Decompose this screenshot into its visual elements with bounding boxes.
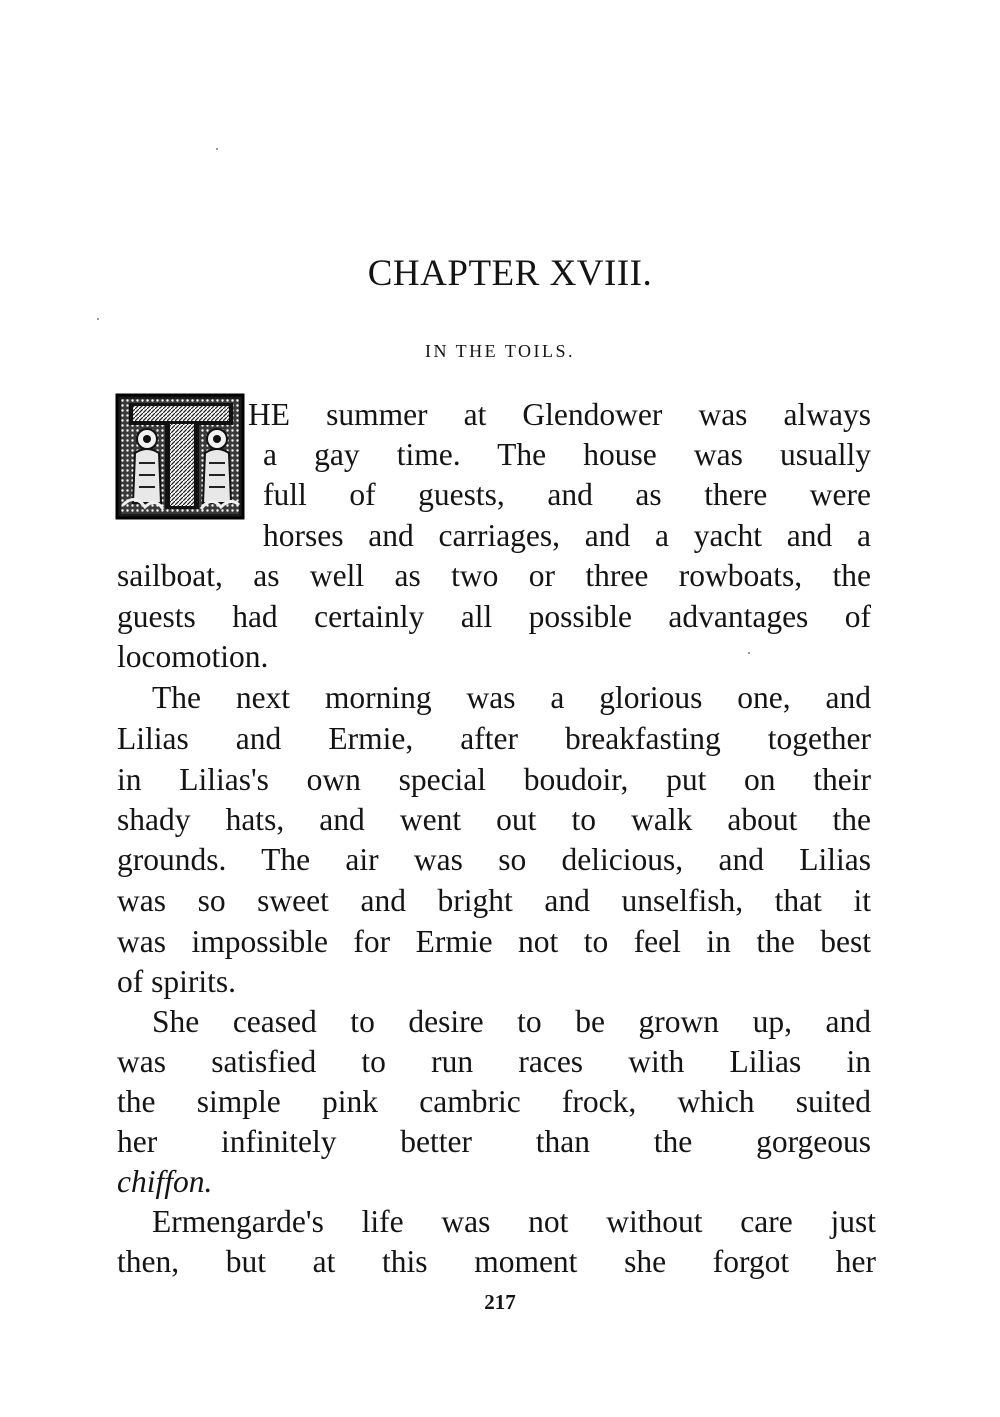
text-line: her infinitely better than the gorgeous	[117, 1124, 871, 1159]
text-line: The next morning was a glorious one, and	[152, 680, 871, 715]
text-line: HE summer at Glendower was always	[248, 397, 871, 432]
chapter-subtitle: IN THE TOILS.	[424, 341, 575, 361]
text-line: full of guests, and as there were	[263, 477, 871, 512]
scan-speck	[748, 652, 750, 654]
text-line: in Lilias's own special boudoir, put on their	[117, 762, 871, 797]
chapter-title: CHAPTER XVIII.	[367, 253, 653, 294]
drop-cap-ornament	[115, 393, 245, 520]
text-line: shady hats, and went out to walk about the	[117, 802, 871, 837]
text-line-italic: chiffon.	[117, 1164, 213, 1199]
text-line: the simple pink cambric frock, which suited	[117, 1084, 871, 1119]
text-line: grounds. The air was so delicious, and Lilias	[117, 842, 871, 877]
text-line: Lilias and Ermie, after breakfasting together	[117, 721, 871, 756]
text-line: was satisfied to run races with Lilias in	[117, 1044, 871, 1079]
text-line: sailboat, as well as two or three rowboats, the	[117, 558, 871, 593]
text-line: a gay time. The house was usually	[263, 437, 871, 472]
text-line: Ermengarde's life was not without care just	[152, 1204, 876, 1239]
scan-speck	[216, 148, 218, 150]
text-line: was impossible for Ermie not to feel in the best	[117, 924, 871, 959]
text-line: was so sweet and bright and unselfish, that it	[117, 883, 871, 918]
scan-speck	[97, 318, 99, 320]
text-line: locomotion.	[117, 639, 269, 674]
text-line: then, but at this moment she forgot her	[117, 1244, 876, 1279]
text-line: horses and carriages, and a yacht and a	[263, 518, 871, 553]
text-line: of spirits.	[117, 964, 237, 999]
page-number: 217	[484, 1290, 516, 1314]
text-line: guests had certainly all possible advantages of	[117, 599, 871, 634]
text-line: She ceased to desire to be grown up, and	[152, 1004, 871, 1039]
